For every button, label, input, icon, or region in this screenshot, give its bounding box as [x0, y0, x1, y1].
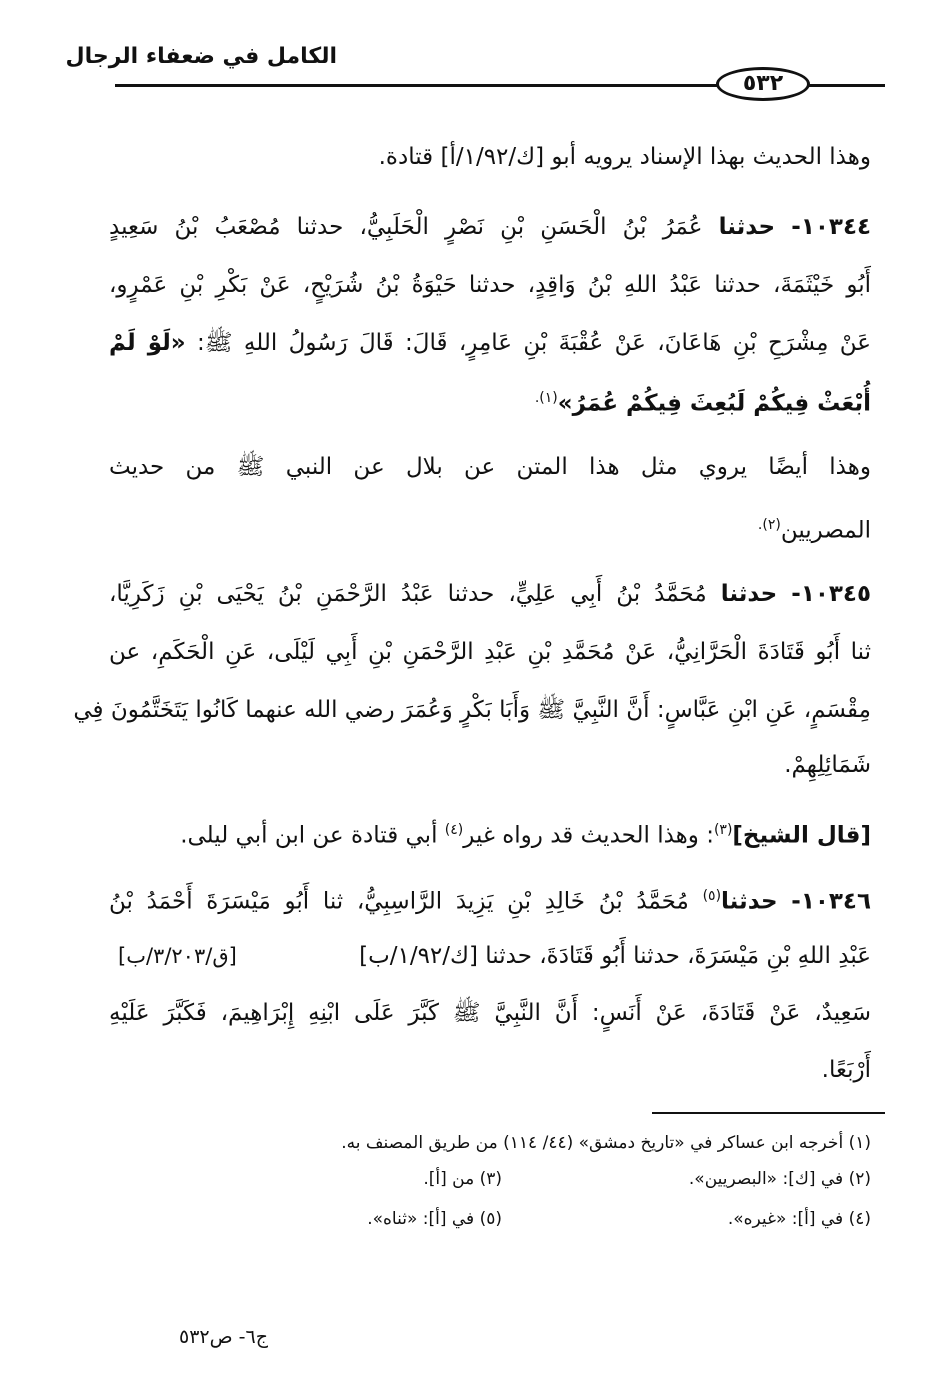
page-number: ٥٣٢ [742, 71, 784, 96]
volume-page-footer: ج٦- ص٥٣٢ [179, 1326, 268, 1348]
hadith-10345-line-1 [109, 574, 871, 614]
intro-line: وهذا الحديث بهذا الإسناد يرويه أبو [ك/١/٩٢/أ] قتادة. [378, 144, 871, 170]
sheikh-text: أبي قتادة عن ابن أبي ليلى. [180, 822, 445, 849]
hadith-10345-line-2: ثنا أَبُو قَتَادَةَ الْحَرَّانِيُّ، عَنْ مُحَمَّدِ بْنِ عَبْدِ الرَّحْمَنِ بْنِ أَبِي لَيْلَى، عَنِ الْحَكَمِ، عن [109, 639, 871, 665]
hadith-text: مُحَمَّدُ بْنُ أَبِي عَلِيٍّ، حدثنا عَبْدُ الرَّحْمَنِ بْنُ يَحْيَى بْنِ زَكَرِيَّا، [109, 581, 707, 607]
hadith-10344-line-1 [109, 207, 871, 247]
hadith-lead: حدثنا [718, 214, 776, 240]
footnote-marker: (١). [534, 390, 558, 406]
hadith-10344-line-4 [109, 378, 871, 424]
footnote-5: (٥) في [أ]: «ثناه». [367, 1209, 502, 1229]
footnote-marker: (٤) [444, 822, 464, 838]
hadith-text: عُمَرُ بْنُ الْحَسَنِ بْنِ نَصْرٍ الْحَلَبِيُّ، حدثنا مُصْعَبُ بْنُ سَعِيدٍ [109, 214, 703, 240]
page-number-oval [716, 67, 810, 101]
hadith-10346-line-3: سَعِيدٌ، عَنْ قَتَادَةَ، عَنْ أَنَسٍ: أَنَّ النَّبِيَّ ﷺ كَبَّرَ عَلَى ابْنِهِ إِبْرَاهِيمَ، فَكَبَّرَ عَلَيْهِ [109, 1000, 871, 1026]
footnote-2: (٢) في [ك]: «البصريين». [688, 1169, 871, 1189]
footnote-4: (٤) في [أ]: «غيره». [727, 1209, 871, 1229]
footnote-marker: (٥) [702, 888, 722, 904]
bilal-line-2 [109, 505, 871, 551]
footnote-marker: (٣) [713, 822, 733, 838]
hadith-10345-line-3: مِقْسَمٍ، عَنِ ابْنِ عَبَّاسٍ: أَنَّ النَّبِيَّ ﷺ وَأَبَا بَكْرٍ وَعُمَرَ رضي الله عنهما كَانُوا يَتَخَتَّمُونَ فِي [73, 697, 871, 723]
manuscript-ref: [ق/٣/٢٠٣/ب] [118, 944, 237, 968]
hadith-10346-line-2: عَبْدِ اللهِ بْنِ مَيْسَرَةَ، حدثنا أَبُو قَتَادَةَ، حدثنا [ك/١/٩٢/ب] [359, 943, 871, 969]
sheikh-label: [قال الشيخ] [732, 822, 871, 849]
hadith-10344-line-3 [109, 323, 871, 363]
footnote-marker: (٢). [757, 517, 781, 533]
hadith-lead: حدثنا [720, 581, 778, 607]
hadith-10345-line-4: شَمَائِلِهِمْ. [784, 752, 871, 778]
footnote-3: (٣) من [أ]. [423, 1169, 502, 1189]
hadith-10346-line-1 [109, 876, 871, 922]
footnote-rule [652, 1112, 885, 1114]
hadith-10346-line-4: أَرْبَعًا. [821, 1057, 871, 1083]
hadith-lead: حدثنا [721, 888, 778, 915]
sheikh-text: : وهذا الحديث قد رواه غير [463, 822, 714, 849]
hadith-number: ١٠٣٤٤- [791, 214, 872, 240]
hadith-number: ١٠٣٤٥- [791, 581, 872, 607]
hadith-matn: «لَوْ لَمْ [109, 330, 186, 356]
hadith-10344-line-2: أَبُو خَيْثَمَةَ، حدثنا عَبْدُ اللهِ بْنُ وَاقِدٍ، حدثنا حَيْوَةُ بْنُ شُرَيْحٍ، عَنْ بَكْرِ بْنِ عَمْرٍو، [109, 272, 871, 298]
sheikh-line [109, 810, 871, 856]
bilal-line-1: وهذا أيضًا يروي مثل هذا المتن عن بلال عن النبي ﷺ من حديث [109, 454, 871, 480]
running-header-title: الكامل في ضعفاء الرجال [65, 44, 337, 69]
hadith-text: مُحَمَّدُ بْنُ خَالِدِ بْنِ يَزِيدَ الرَّاسِبِيُّ، ثنا أَبُو مَيْسَرَةَ أَحْمَدُ بْنُ [109, 888, 689, 915]
footnote-1: (١) أخرجه ابن عساكر في «تاريخ دمشق» (٤٤/ ١١٤) من طريق المصنف به. [341, 1133, 871, 1153]
bilal-text: المصريين [780, 517, 871, 544]
hadith-number: ١٠٣٤٦- [791, 888, 872, 915]
hadith-text: عَنْ مِشْرَحِ بْنِ هَاعَانَ، عَنْ عُقْبَةَ بْنِ عَامِرٍ، قَالَ: قَالَ رَسُولُ اللهِ ﷺ: [197, 330, 872, 356]
hadith-matn: أُبْعَثْ فِيكُمْ لَبُعِثَ فِيكُمْ عُمَرُ» [557, 390, 871, 417]
